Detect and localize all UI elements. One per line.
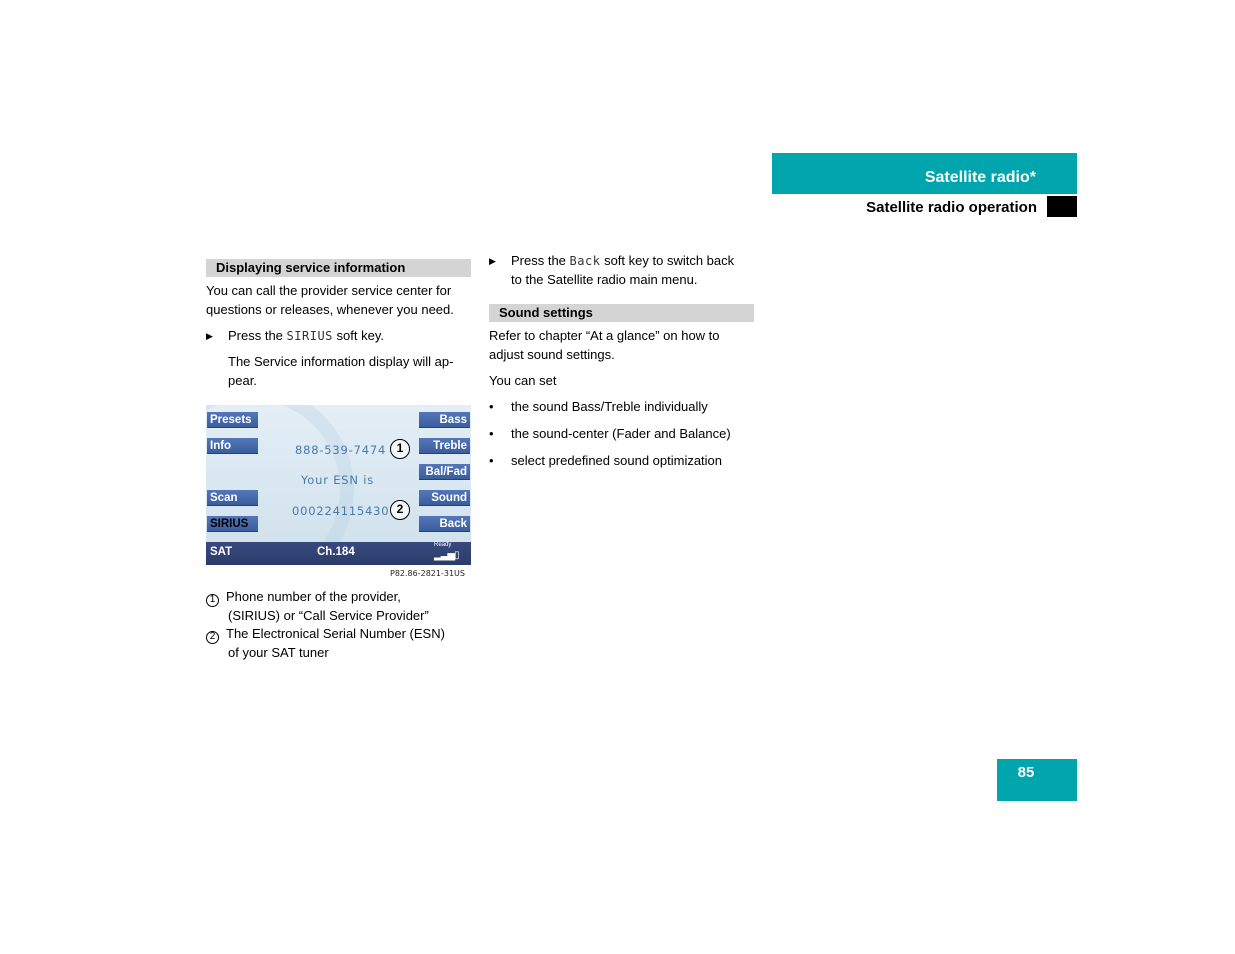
intro-line-2: questions or releases, whenever you need. xyxy=(206,301,454,317)
page-number: 85 xyxy=(997,759,1077,801)
refer-text xyxy=(489,327,759,364)
step-press-sirius xyxy=(206,327,476,346)
chapter-tab: Satellite radio* xyxy=(772,153,1077,194)
step-line-2: to the Satellite radio main menu. xyxy=(511,271,698,287)
arrow-icon: ▶ xyxy=(206,331,213,341)
heading-sound-settings: Sound settings xyxy=(489,304,754,322)
refer-line-1: Refer to chapter “At a glance” on how to xyxy=(489,328,720,343)
caption-1-line-1: Phone number of the provider, xyxy=(226,589,401,604)
softkey-presets[interactable]: Presets xyxy=(207,412,258,428)
caption-1-line-2: (SIRIUS) or “Call Service Provider” xyxy=(228,607,429,623)
marker-1: 1 xyxy=(390,439,410,459)
refer-line-2: adjust sound settings. xyxy=(489,346,615,362)
softkey-sound[interactable]: Sound xyxy=(419,490,470,506)
step-suffix: soft key to switch back xyxy=(604,253,735,268)
list-item xyxy=(489,452,759,471)
result-line-1: The Service information display will ap- xyxy=(228,354,454,369)
bullet-icon: • xyxy=(489,453,494,468)
status-ready: Ready xyxy=(434,542,452,548)
back-key-label: Back xyxy=(569,254,601,268)
you-can-set: You can set xyxy=(489,373,557,388)
sirius-key-label: SIRIUS xyxy=(286,329,333,343)
step-prefix: Press the xyxy=(228,328,283,343)
figure-code: P82.86-2821-31US xyxy=(390,569,465,578)
softkey-treble[interactable]: Treble xyxy=(419,438,470,454)
status-channel: Ch.184 xyxy=(317,546,355,558)
caption-2-line-2: of your SAT tuner xyxy=(228,644,329,660)
step-prefix: Press the xyxy=(511,253,566,268)
caption-2-line-1: The Electronical Serial Number (ESN) xyxy=(226,626,445,641)
marker-2: 2 xyxy=(390,500,410,520)
caption-1 xyxy=(206,588,476,625)
caption-number-2: 2 xyxy=(206,631,219,644)
status-band: SAT xyxy=(210,546,233,558)
signal-strength-icon: ▂▃▅▯ xyxy=(434,550,459,561)
intro-text xyxy=(206,282,476,319)
heading-service-info: Displaying service information xyxy=(206,259,471,277)
list-item-text: select predefined sound optimization xyxy=(511,453,723,468)
softkey-bass[interactable]: Bass xyxy=(419,412,470,428)
softkey-back[interactable]: Back xyxy=(419,516,470,532)
status-bar xyxy=(206,542,471,565)
esn-number: 000224115430 xyxy=(292,504,390,518)
service-info-display xyxy=(206,405,471,565)
esn-label: Your ESN is xyxy=(301,473,375,487)
list-item xyxy=(489,398,759,417)
caption-number-1: 1 xyxy=(206,594,219,607)
list-item xyxy=(489,425,759,444)
step-suffix: soft key. xyxy=(336,328,384,343)
result-line-2: pear. xyxy=(228,372,257,388)
softkey-info[interactable]: Info xyxy=(207,438,258,454)
arrow-icon: ▶ xyxy=(489,256,496,266)
softkey-scan[interactable]: Scan xyxy=(207,490,258,506)
section-marker xyxy=(1047,196,1077,217)
list-item-text: the sound Bass/Treble individually xyxy=(511,399,708,414)
softkey-bal-fad[interactable]: Bal/Fad xyxy=(419,464,470,480)
softkey-sirius[interactable]: SIRIUS xyxy=(207,516,258,532)
provider-phone: 888-539-7474 xyxy=(295,443,387,457)
intro-line-1: You can call the provider service center for xyxy=(206,283,452,298)
bullet-icon: • xyxy=(489,399,494,414)
step-press-back xyxy=(489,252,759,289)
list-item-text: the sound-center (Fader and Balance) xyxy=(511,426,731,441)
caption-2 xyxy=(206,625,476,662)
result-text xyxy=(228,353,478,390)
section-title: Satellite radio operation xyxy=(866,199,1037,216)
bullet-icon: • xyxy=(489,426,494,441)
